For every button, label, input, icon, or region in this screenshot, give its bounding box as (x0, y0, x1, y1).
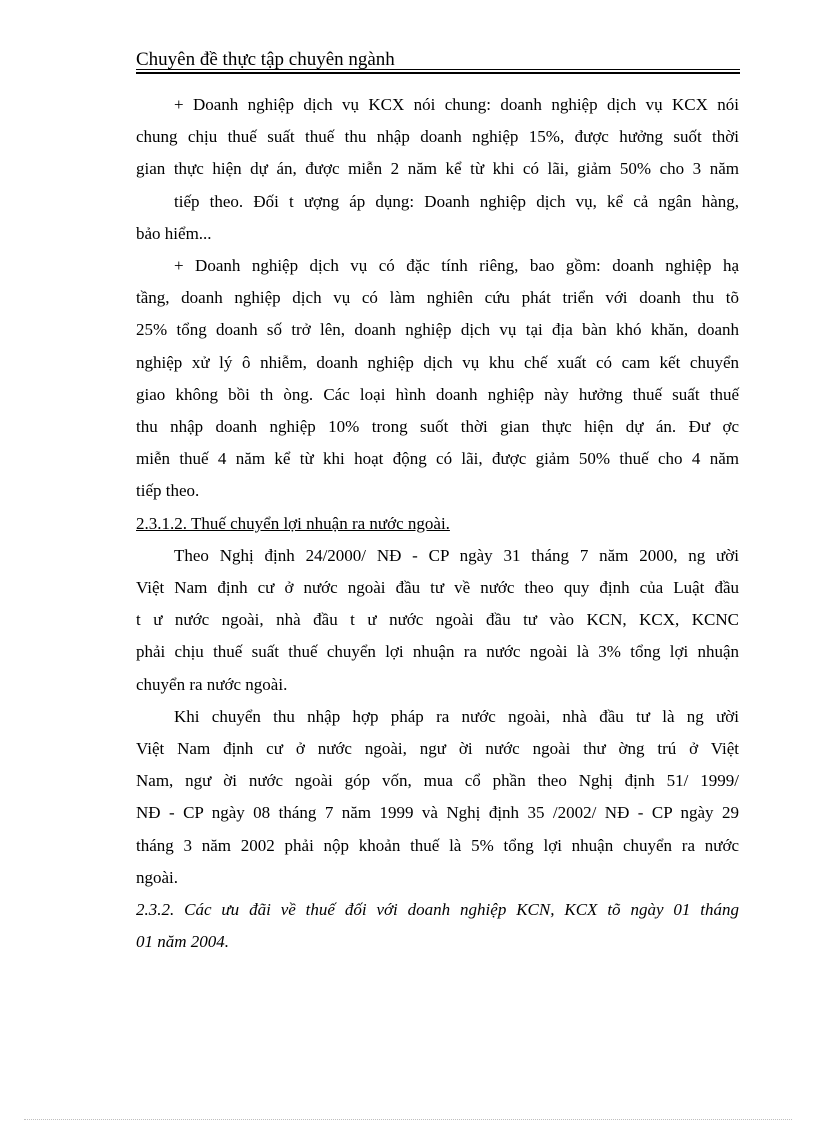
paragraph-decree-24-2000 (136, 540, 739, 701)
text-line: ngoài. (136, 867, 179, 887)
text-line: giao không bồi th òng. Các loại hình doanh nghiệp này hưởng thuế suất thuế (136, 384, 739, 404)
paragraph-kcx-service-special (136, 250, 739, 508)
text-line: tiếp theo. (136, 481, 200, 501)
text-line: + Doanh nghiệp dịch vụ KCX nói chung: doanh nghiệp dịch vụ KCX nói (174, 95, 739, 114)
text-line: Nam, ngư ời nước ngoài góp vốn, mua cổ phần theo Nghị định 51/ 1999/ (136, 771, 739, 791)
text-line: NĐ - CP ngày 08 tháng 7 năm 1999 và Nghị định 35 /2002/ NĐ - CP ngày 29 (136, 803, 739, 823)
section-heading-profit-transfer-tax: 2.3.1.2. Thuế chuyển lợi nhuận ra nước ngoài. (136, 513, 450, 533)
document-body (136, 89, 739, 958)
page-header-title: Chuyên đề thực tập chuyên ngành (136, 49, 395, 70)
text-line: t ư nước ngoài, nhà đầu t ư nước ngoài đầu tư vào KCN, KCX, KCNC (136, 610, 739, 630)
header-rule-thin (136, 69, 740, 70)
text-line: Khi chuyển thu nhập hợp pháp ra nước ngoài, nhà đầu tư là ng ười (174, 706, 739, 726)
text-line: 2.3.2. Các ưu đãi về thuế đối với doanh nghiệp KCN, KCX tõ ngày 01 tháng (136, 900, 739, 920)
text-line: + Doanh nghiệp dịch vụ có đặc tính riêng, bao gồm: doanh nghiệp hạ (174, 256, 739, 276)
text-line: tiếp theo. Đối t ượng áp dụng: Doanh nghiệp dịch vụ, kể cả ngân hàng, (174, 191, 739, 211)
text-line: gian thực hiện dự án, được miễn 2 năm kể từ khi có lãi, giảm 50% cho 3 năm (136, 159, 739, 179)
text-line: tháng 3 năm 2002 phải nộp khoản thuế là 5% tổng lợi nhuận chuyển ra nước (136, 835, 739, 855)
text-line: bảo hiểm... (136, 223, 212, 243)
text-line: Việt Nam định cư ở nước ngoài đầu tư về nước theo quy định của Luật đầu (136, 578, 739, 598)
text-line: Việt Nam định cư ở nước ngoài, ngư ời nước ngoài thư ờng trú ở Việt (136, 739, 739, 759)
text-line: 01 năm 2004. (136, 932, 230, 952)
paragraph-kcx-service-general (136, 89, 739, 250)
text-line: tầng, doanh nghiệp dịch vụ có làm nghiên cứu phát triển với doanh thu tõ (136, 288, 739, 308)
section-heading-tax-incentives-2004 (136, 894, 739, 958)
header-rule-thick (136, 72, 740, 74)
paragraph-income-transfer-abroad (136, 701, 739, 894)
text-line: Theo Nghị định 24/2000/ NĐ - CP ngày 31 tháng 7 năm 2000, ng ười (174, 545, 739, 565)
text-line: chuyển ra nước ngoài. (136, 674, 288, 694)
text-line: 25% tổng doanh số trở lên, doanh nghiệp dịch vụ tại địa bàn khó khăn, doanh (136, 320, 739, 340)
text-line: chung chịu thuế suất thuế thu nhập doanh nghiệp 15%, được hưởng suốt thời (136, 127, 739, 147)
text-line: nghiệp xử lý ô nhiễm, doanh nghiệp dịch vụ khu chế xuất có cam kết chuyển (136, 352, 739, 372)
text-line: miễn thuế 4 năm kể từ khi hoạt động có lãi, được giảm 50% thuế cho 4 năm (136, 449, 739, 469)
text-line: phải chịu thuế suất thuế chuyển lợi nhuận ra nước ngoài là 3% tổng lợi nhuận (136, 642, 739, 662)
text-line: thu nhập doanh nghiệp 10% trong suốt thời gian thực hiện dự án. Đư ợc (136, 417, 739, 437)
page-bottom-dotted-border (24, 1119, 792, 1120)
